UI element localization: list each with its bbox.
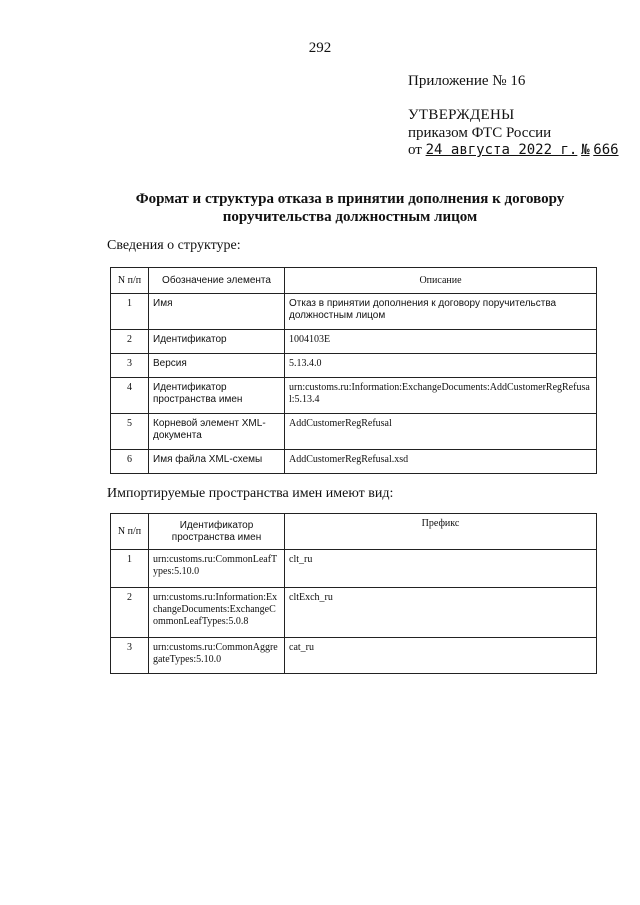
element-description: 1004103E [285,330,597,354]
order-date-line [408,142,619,159]
order-label: приказом ФТС России [408,125,552,141]
date-prefix: от [408,142,422,158]
table-row [111,588,597,638]
title-line-1: Формат и структура отказа в принятии дополнения к договору [135,191,565,207]
element-name: Идентификатор [149,330,285,354]
title-line-2: поручительства должностным лицом [222,209,478,225]
namespace-id: urn:customs.ru:CommonAggregateTypes:5.10.0 [149,638,285,674]
col-number: N п/п [111,514,149,550]
namespaces-heading: Импортируемые пространства имен имеют вид: [107,486,394,501]
row-number: 1 [111,294,149,330]
element-name: Корневой элемент XML-документа [149,414,285,450]
page-number: 292 [308,40,332,56]
namespace-prefix: cltExch_ru [285,588,597,638]
structure-header-row [111,268,597,294]
table-row [111,638,597,674]
table-row [111,450,597,474]
table-row [111,294,597,330]
row-number: 2 [111,330,149,354]
appendix-label: Приложение № 16 [408,73,526,89]
namespaces-header-row [111,514,597,550]
element-name: Имя файла XML-схемы [149,450,285,474]
row-number: 6 [111,450,149,474]
col-namespace: Идентификатор пространства имен [149,514,285,550]
document-title [100,190,600,226]
structure-table [110,267,597,474]
table-row [111,378,597,414]
row-number: 1 [111,550,149,588]
row-number: 4 [111,378,149,414]
col-prefix: Префикс [285,514,597,550]
element-description: AddCustomerRegRefusal.xsd [285,450,597,474]
table-row [111,550,597,588]
namespace-prefix: clt_ru [285,550,597,588]
order-date: 24 августа 2022 г. [425,142,578,158]
element-description: AddCustomerRegRefusal [285,414,597,450]
number-prefix: № [581,142,590,158]
structure-heading: Сведения о структуре: [107,238,241,253]
row-number: 2 [111,588,149,638]
approved-label: УТВЕРЖДЕНЫ [408,107,515,123]
element-description: urn:customs.ru:Information:ExchangeDocuments:AddCustomerRegRefusal:5.13.4 [285,378,597,414]
table-row [111,330,597,354]
element-description: 5.13.4.0 [285,354,597,378]
order-number: 666 [593,142,619,158]
namespaces-table [110,513,597,674]
col-description: Описание [285,268,597,294]
namespace-prefix: cat_ru [285,638,597,674]
namespace-id: urn:customs.ru:Information:ExchangeDocuments:ExchangeCommonLeafTypes:5.0.8 [149,588,285,638]
table-row [111,354,597,378]
namespace-id: urn:customs.ru:CommonLeafTypes:5.10.0 [149,550,285,588]
element-name: Версия [149,354,285,378]
row-number: 5 [111,414,149,450]
element-description: Отказ в принятии дополнения к договору поручительства должностным лицом [285,294,597,330]
col-element: Обозначение элемента [149,268,285,294]
row-number: 3 [111,354,149,378]
table-row [111,414,597,450]
element-name: Идентификатор пространства имен [149,378,285,414]
element-name: Имя [149,294,285,330]
col-number: N п/п [111,268,149,294]
row-number: 3 [111,638,149,674]
